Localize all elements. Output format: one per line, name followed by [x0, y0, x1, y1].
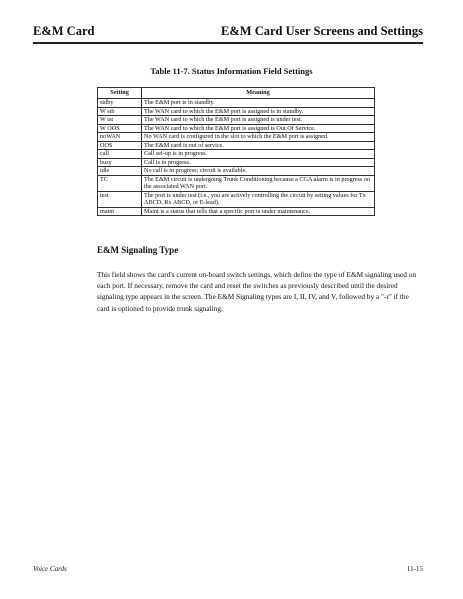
setting-cell: maint — [98, 207, 142, 216]
setting-cell: idle — [98, 167, 142, 176]
table-row — [98, 175, 375, 191]
meaning-cell: No call is in progress; circuit is available. — [142, 167, 375, 176]
meaning-cell: The port is under test (i.e., you are actively controlling the circuit by setting values for Tx ABCD, Rx ABCD, or E-lead). — [142, 191, 375, 207]
status-table — [97, 87, 375, 216]
setting-cell: W stb — [98, 107, 142, 116]
meaning-cell: The WAN card to which the E&M port is assigned is under test. — [142, 116, 375, 125]
table-row — [98, 207, 375, 216]
page-header — [33, 24, 423, 42]
meaning-cell: The E&M card is out of service. — [142, 141, 375, 150]
header-left-title: E&M Card — [33, 24, 95, 38]
setting-cell: test — [98, 191, 142, 207]
body-paragraph: This field shows the card's current on-board switch settings, which define the type of E&M signaling used on each port. If necessary, remove the card and reset the switches as previously described until the desired signaling type appears in the screen. The E&M Signaling types are I, II, IV, and V, followed by a "-r" if the card is optioned to provide trunk signaling. — [97, 270, 417, 313]
column-header-meaning: Meaning — [142, 88, 375, 99]
header-right-title: E&M Card User Screens and Settings — [221, 24, 423, 38]
setting-cell: W OOS — [98, 124, 142, 133]
section-heading: E&M Signaling Type — [97, 245, 179, 255]
meaning-cell: Call is in progress. — [142, 158, 375, 167]
table-row — [98, 99, 375, 108]
table-row — [98, 124, 375, 133]
setting-cell: call — [98, 150, 142, 159]
meaning-cell: Maint is a status that tells that a specific port is under maintenance. — [142, 207, 375, 216]
table-row — [98, 167, 375, 176]
table-header-row — [98, 88, 375, 99]
setting-cell: W tst — [98, 116, 142, 125]
table-row — [98, 116, 375, 125]
table-caption: Table 11-7. Status Information Field Settings — [150, 66, 313, 76]
meaning-cell: The WAN card to which the E&M port is assigned is in standby. — [142, 107, 375, 116]
setting-cell: OOS — [98, 141, 142, 150]
table-row — [98, 191, 375, 207]
footer-chapter-title: Voice Cards — [33, 565, 67, 573]
column-header-setting: Setting — [98, 88, 142, 99]
table-row — [98, 141, 375, 150]
page-number: 11-15 — [406, 565, 423, 573]
meaning-cell: The WAN card to which the E&M port is assigned is Out Of Service. — [142, 124, 375, 133]
table-row — [98, 133, 375, 142]
table-row — [98, 150, 375, 159]
setting-cell: noWAN — [98, 133, 142, 142]
meaning-cell: The E&M circuit is undergoing Trunk Conditioning because a CGA alarm is in progress on the associated WAN port. — [142, 175, 375, 191]
meaning-cell: Call set-up is in progress. — [142, 150, 375, 159]
setting-cell: busy — [98, 158, 142, 167]
table-row — [98, 107, 375, 116]
meaning-cell: The E&M port is in standby. — [142, 99, 375, 108]
setting-cell: TC — [98, 175, 142, 191]
table-row — [98, 158, 375, 167]
meaning-cell: No WAN card is configured in the slot to which the E&M port is assigned. — [142, 133, 375, 142]
header-rule — [33, 42, 423, 44]
setting-cell: stdby — [98, 99, 142, 108]
